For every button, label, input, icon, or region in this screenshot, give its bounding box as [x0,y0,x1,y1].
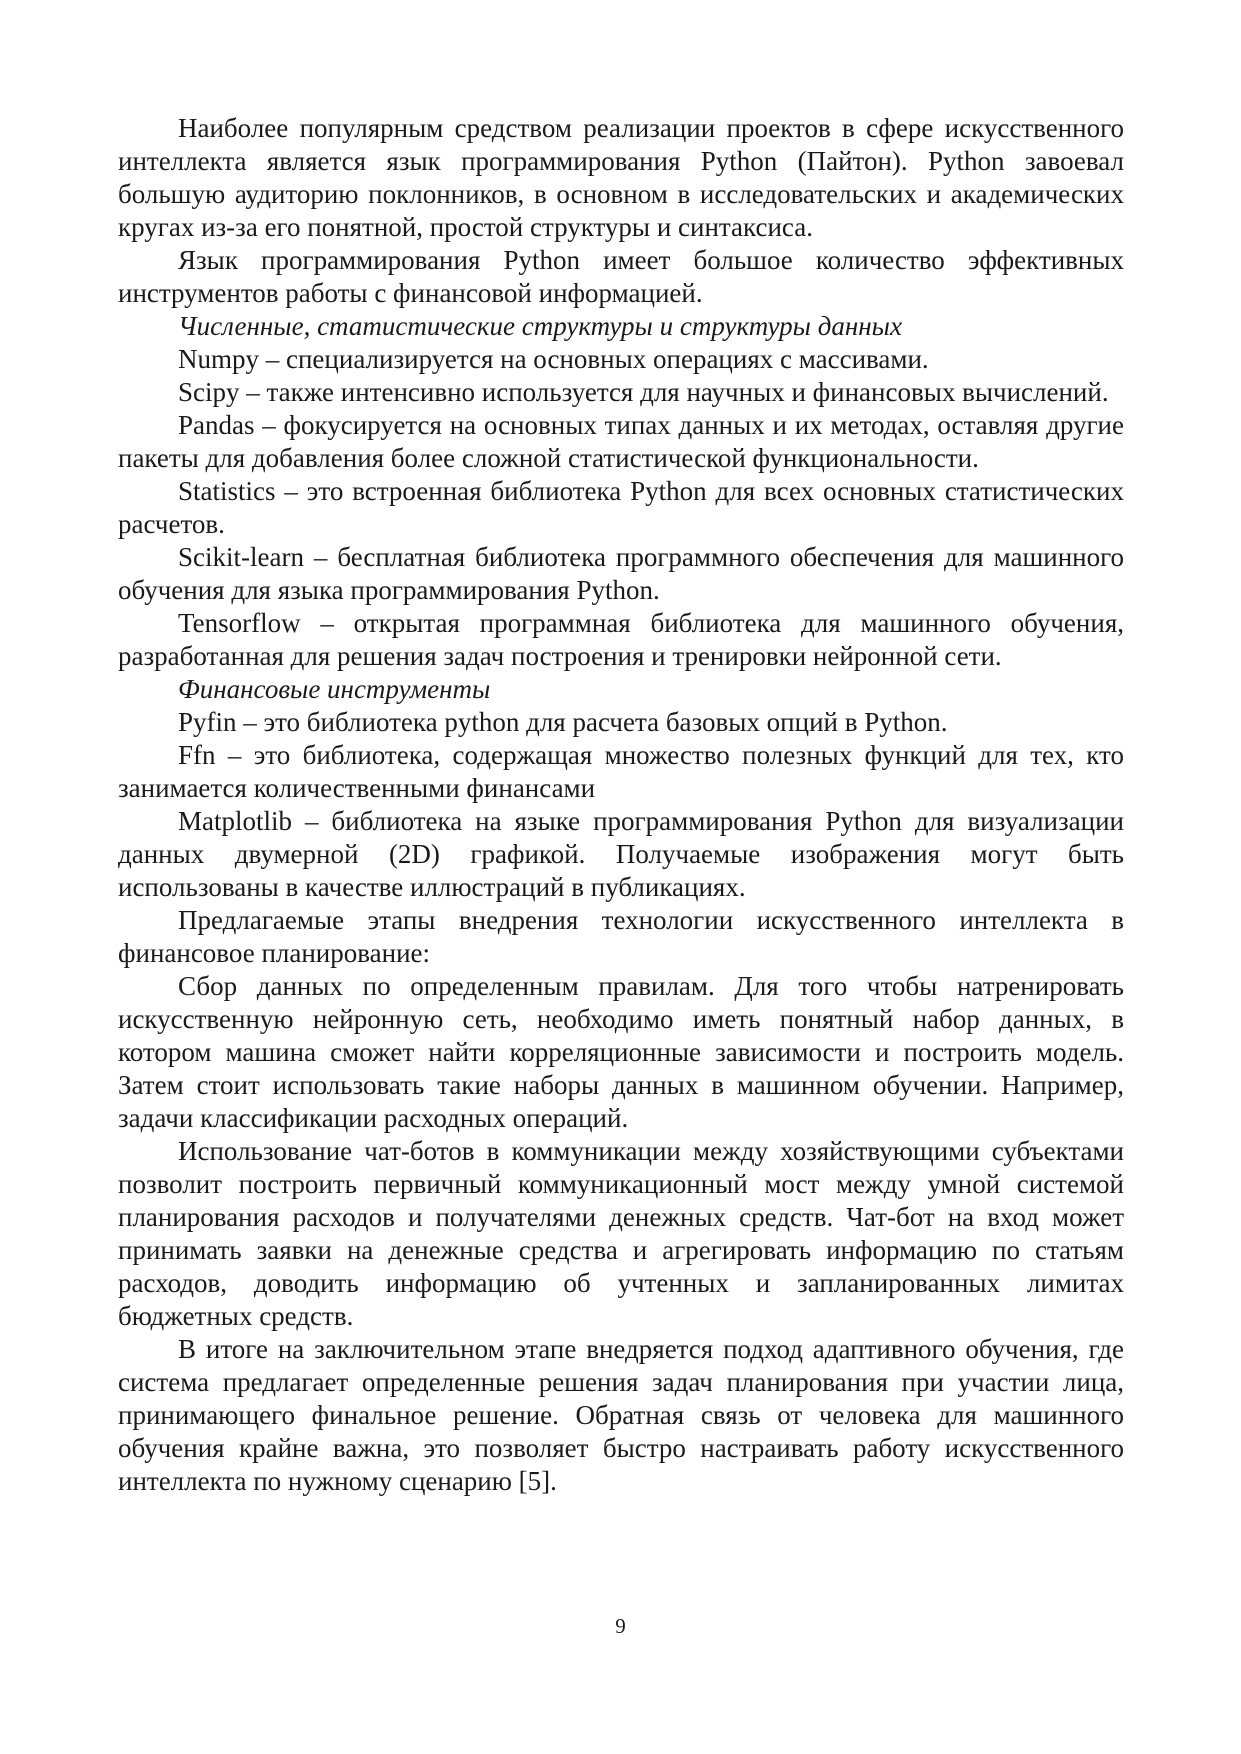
page-body [118,112,1124,1498]
page-number: 9 [615,1614,626,1638]
paragraph-scikit-learn: Scikit-learn – бесплатная библиотека программного обеспечения для машинного обучения для языка программирования Python. [118,542,1124,605]
paragraph-data-collection: Сбор данных по определенным правилам. Для того чтобы натренировать искусственную нейронную сеть, необходимо иметь понятный набор данных, в котором машина сможет найти корреляционные зависимости и построить модель. Затем стоит использовать такие наборы данных в машинном обучении. Например, задачи классификации расходных операций. [118,971,1124,1133]
paragraph-chatbots: Использование чат-ботов в коммуникации между хозяйствующими субъектами позволит построить первичный коммуникационный мост между умной системой планирования расходов и получателями денежных средств. Чат-бот на вход может принимать заявки на денежные средства и агрегировать информацию по статьям расходов, доводить информацию об учтенных и запланированных лимитах бюджетных средств. [118,1136,1124,1331]
paragraph-ffn: Ffn – это библиотека, содержащая множество полезных функций для тех, кто занимается количественными финансами [118,740,1124,803]
paragraph-adaptive-learning: В итоге на заключительном этапе внедряется подход адаптивного обучения, где система предлагает определенные решения задач планирования при участии лица, принимающего финальное решение. Обратная связь от человека для машинного обучения крайне важна, это позволяет быстро настраивать работу искусственного интеллекта по нужному сценарию [5]. [118,1334,1124,1496]
section-heading-numeric-structures: Численные, статистические структуры и структуры данных [178,311,902,341]
paragraph-python-intro: Наиболее популярным средством реализации проектов в сфере искусственного интеллекта является язык программирования Python (Пайтон). Python завоевал большую аудиторию поклонников, в основном в исследовательских и академических кругах из-за его понятной, простой структуры и синтаксиса. [118,113,1124,242]
paragraph-ai-stages-intro: Предлагаемые этапы внедрения технологии искусственного интеллекта в финансовое планирование: [118,905,1124,968]
paragraph-matplotlib: Matplotlib – библиотека на языке программирования Python для визуализации данных двумерной (2D) графикой. Получаемые изображения могут быть использованы в качестве иллюстраций в публикациях. [118,806,1124,902]
section-heading-financial-tools: Финансовые инструменты [178,674,491,704]
paragraph-python-tools: Язык программирования Python имеет большое количество эффективных инструментов работы с финансовой информацией. [118,245,1124,308]
paragraph-scipy: Scipy – также интенсивно используется для научных и финансовых вычислений. [178,377,1109,407]
paragraph-pyfin: Pyfin – это библиотека python для расчета базовых опций в Python. [178,707,948,737]
paragraph-pandas: Pandas – фокусируется на основных типах данных и их методах, оставляя другие пакеты для добавления более сложной статистической функциональности. [118,410,1124,473]
paragraph-numpy: Numpy – специализируется на основных операциях с массивами. [178,344,929,374]
paragraph-statistics: Statistics – это встроенная библиотека Python для всех основных статистических расчетов. [118,476,1124,539]
paragraph-tensorflow: Tensorflow – открытая программная библиотека для машинного обучения, разработанная для решения задач построения и тренировки нейронной сети. [118,608,1124,671]
